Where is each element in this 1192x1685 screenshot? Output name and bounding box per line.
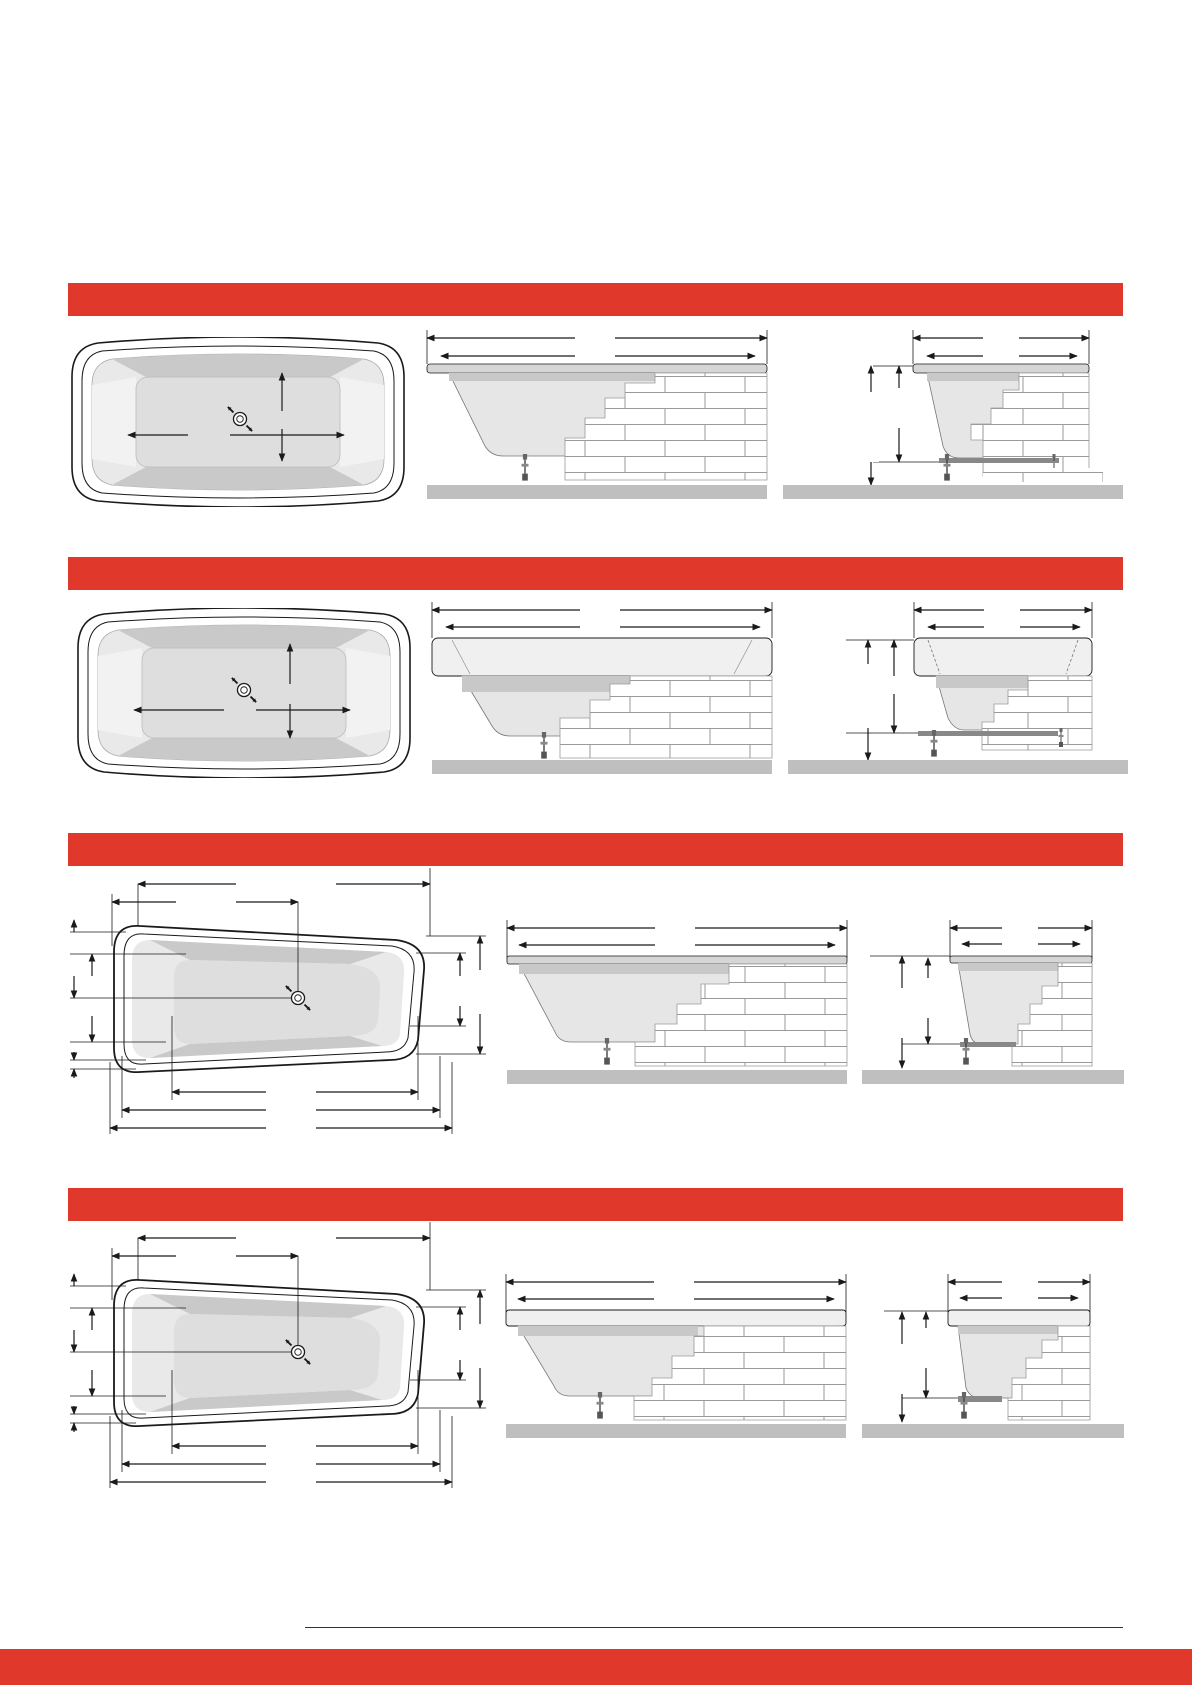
section-header-2	[68, 557, 1123, 590]
footer-rule	[305, 1627, 1123, 1628]
plan-view-drawing-3	[66, 866, 496, 1138]
side-view-drawing-4	[504, 1272, 849, 1440]
side-view-drawing-1	[425, 328, 770, 503]
side-view-drawing-3	[505, 918, 850, 1086]
footer-band	[0, 1649, 1192, 1685]
plan-view-drawing-1	[68, 337, 410, 507]
section-header-4	[68, 1188, 1123, 1221]
plan-view-drawing-4	[66, 1220, 496, 1492]
end-view-drawing-3	[862, 918, 1124, 1086]
end-view-drawing-4	[862, 1272, 1124, 1440]
section-header-3	[68, 833, 1123, 866]
end-view-drawing-2	[788, 600, 1128, 775]
side-view-drawing-2	[430, 600, 775, 775]
plan-view-drawing-2	[74, 608, 416, 778]
section-header-1	[68, 283, 1123, 316]
end-view-drawing-1	[783, 328, 1123, 503]
